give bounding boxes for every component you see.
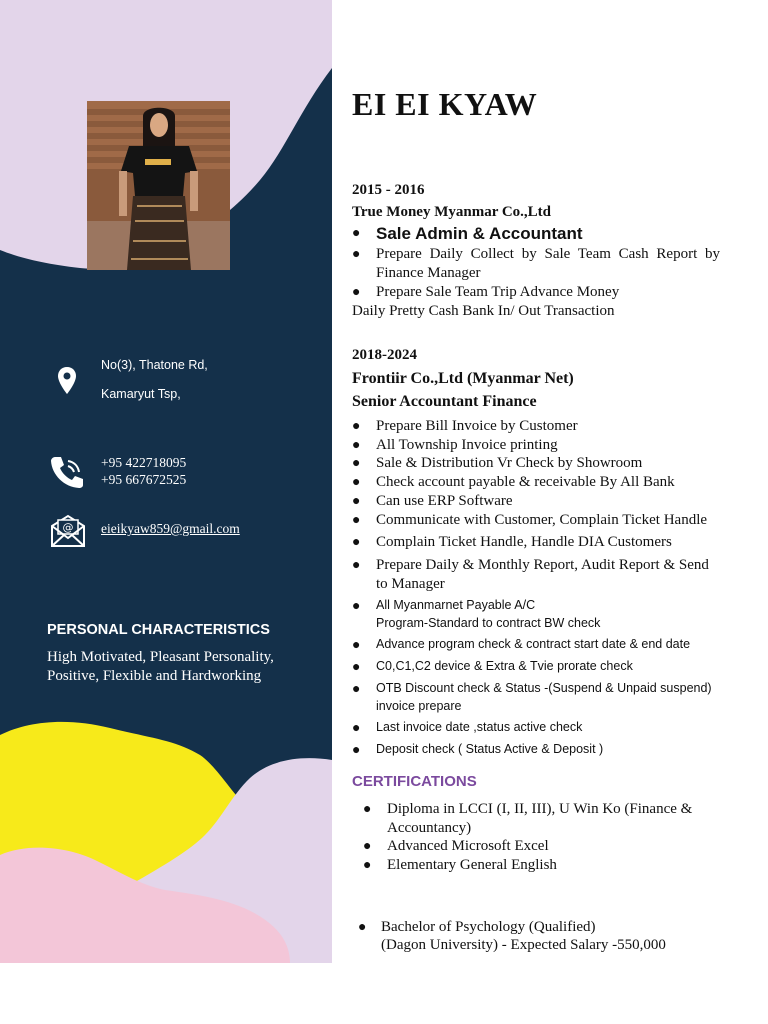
bullet-icon: ● (352, 226, 361, 241)
certifications-title: CERTIFICATIONS (352, 773, 477, 790)
duty-text: C0,C1,C2 device & Extra & Tvie prorate check (376, 659, 633, 673)
email-icon (50, 512, 86, 548)
svg-text:@: @ (62, 521, 74, 534)
location-pin-icon (57, 366, 77, 396)
job1-period: 2015 - 2016 (352, 182, 425, 198)
duty-text-cont: Program-Standard to contract BW check (376, 616, 601, 630)
bullet-icon: ● (352, 535, 361, 550)
job1-extra: Daily Pretty Cash Bank In/ Out Transaction (352, 303, 615, 319)
duty-text: Prepare Daily Collect by Sale Team Cash Report by Finance Manager (376, 246, 720, 281)
phone-icon (49, 455, 85, 489)
cert-text: Advanced Microsoft Excel (387, 838, 549, 854)
bullet-icon: ● (352, 558, 361, 573)
profile-photo (87, 101, 230, 270)
duty-text: Deposit check ( Status Active & Deposit ) (376, 742, 604, 756)
bullet-icon: ● (352, 456, 361, 471)
bullet-icon: ● (363, 802, 372, 817)
email-link[interactable]: eieikyaw859@gmail.com (101, 521, 240, 536)
bullet-icon: ● (352, 597, 361, 613)
job1-company: True Money Myanmar Co.,Ltd (352, 204, 552, 220)
duty-text: All Township Invoice printing (376, 437, 558, 453)
address-line-2: Kamaryut Tsp, (101, 387, 181, 401)
bullet-icon: ● (358, 920, 367, 935)
duty-text: Last invoice date ,status active check (376, 720, 583, 734)
bullet-icon: ● (363, 858, 372, 873)
bullet-icon: ● (352, 494, 361, 509)
cert-text: Diploma in LCCI (I, II, III), U Win Ko (Finance & Accountancy) (387, 801, 693, 836)
duty-text: Check account payable & receivable By All Bank (376, 474, 675, 490)
bullet-icon: ● (352, 719, 361, 735)
duty-text: All Myanmarnet Payable A/C (376, 598, 536, 612)
sidebar (0, 0, 332, 963)
education-detail: (Dagon University) - Expected Salary -550,000 (381, 937, 666, 953)
bullet-icon: ● (352, 680, 361, 696)
phone-2: +95 667672525 (101, 472, 187, 487)
duty-text: OTB Discount check & Status -(Suspend & Unpaid suspend) (376, 681, 712, 695)
job2-role: Senior Accountant Finance (352, 393, 537, 410)
person-name: EI EI KYAW (352, 86, 538, 122)
bullet-icon: ● (352, 658, 361, 674)
duty-text: Sale & Distribution Vr Check by Showroom (376, 455, 643, 471)
job1-role: Sale Admin & Accountant (376, 224, 583, 243)
duty-text: Prepare Sale Team Trip Advance Money (376, 284, 620, 300)
duty-text: Communicate with Customer, Complain Ticket Handle (376, 512, 708, 528)
bullet-icon: ● (363, 839, 372, 854)
duty-text: Prepare Bill Invoice by Customer (376, 418, 578, 434)
characteristics-text: High Motivated, Pleasant Personality, Positive, Flexible and Hardworking (47, 649, 274, 684)
duty-text-cont: invoice prepare (376, 699, 462, 713)
duty-text: Can use ERP Software (376, 493, 513, 509)
bullet-icon: ● (352, 419, 361, 434)
duty-text: Advance program check & contract start date & end date (376, 637, 691, 651)
bullet-icon: ● (352, 513, 361, 528)
bullet-icon: ● (352, 438, 361, 453)
bullet-icon: ● (352, 247, 361, 262)
bullet-icon: ● (352, 475, 361, 490)
education-degree: Bachelor of Psychology (Qualified) (381, 919, 596, 935)
duty-text: Complain Ticket Handle, Handle DIA Customers (376, 534, 672, 550)
duty-text: Prepare Daily & Monthly Report, Audit Report & Send to Manager (376, 557, 709, 592)
address-line-1: No(3), Thatone Rd, (101, 358, 208, 372)
characteristics-title: PERSONAL CHARACTERISTICS (47, 622, 270, 638)
job2-company: Frontiir Co.,Ltd (Myanmar Net) (352, 370, 574, 387)
bullet-icon: ● (352, 636, 361, 652)
job2-period: 2018-2024 (352, 347, 417, 363)
phone-1: +95 422718095 (101, 455, 187, 470)
bullet-icon: ● (352, 741, 361, 757)
bullet-icon: ● (352, 285, 361, 300)
cert-text: Elementary General English (387, 857, 557, 873)
